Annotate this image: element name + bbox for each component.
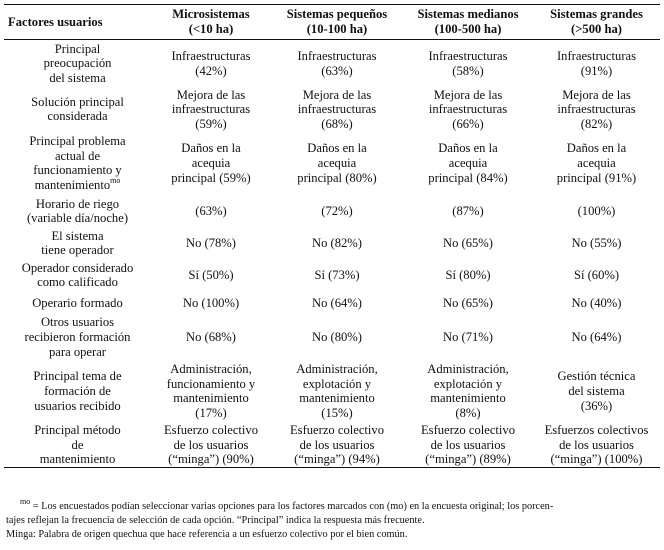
cell-line: mantenimiento: [39, 452, 116, 467]
cell-line: de: [71, 437, 84, 452]
cell-line: (72%): [321, 203, 353, 218]
large-cell: [533, 227, 660, 259]
micro-cell: [151, 291, 271, 315]
medium-cell: [403, 291, 533, 315]
cell-line: (42%): [195, 63, 227, 78]
micro-cell: [151, 131, 271, 195]
cell-line: (59%): [195, 116, 227, 131]
large-cell: [533, 131, 660, 195]
cell-line: Principal método: [34, 423, 121, 438]
cell-line: Operador considerado: [21, 260, 134, 275]
row-factor-cell: [4, 195, 151, 227]
micro-cell: [151, 40, 271, 88]
cell-line: (66%): [452, 116, 484, 131]
micro-cell: [151, 259, 271, 291]
table-row: [4, 259, 660, 291]
cell-line: Administración,: [296, 362, 378, 377]
medium-cell: [403, 315, 533, 359]
large-cell: [533, 315, 660, 359]
row-factor-cell: [4, 88, 151, 132]
cell-line: mantenimiento: [173, 391, 249, 406]
cell-line: (58%): [452, 63, 484, 78]
header-small: [271, 5, 403, 40]
cell-line: No (40%): [571, 295, 622, 310]
cell-line: Infraestructuras: [428, 49, 508, 64]
table-row: [4, 195, 660, 227]
large-cell: [533, 291, 660, 315]
header-large-line: Sistemas grandes: [550, 7, 643, 22]
cell-line: No (71%): [442, 329, 493, 344]
cell-line: (100%): [577, 203, 616, 218]
cell-line: Horario de riego: [35, 196, 120, 211]
cell-line: acequia: [448, 155, 488, 170]
cell-line: (17%): [195, 405, 227, 420]
medium-cell: [403, 227, 533, 259]
row-factor-cell: [4, 259, 151, 291]
cell-line: recibieron formación: [24, 329, 131, 344]
cell-line: infraestructuras: [557, 102, 636, 117]
note-text-1: = Los encuestados podían seleccionar varias opciones para los factores marcados con (mo) en la encuesta original; los porcen-: [30, 501, 554, 512]
header-row: [4, 5, 660, 40]
cell-line: (63%): [321, 63, 353, 78]
cell-line: (87%): [452, 203, 484, 218]
cell-line: infraestructuras: [171, 102, 251, 117]
large-cell: [533, 195, 660, 227]
header-large-line: (>500 ha): [571, 22, 622, 36]
large-cell: [533, 359, 660, 423]
cell-line: de los usuarios: [559, 437, 634, 452]
cell-text: mantenimiento: [34, 177, 111, 192]
cell-line: principal (91%): [556, 170, 637, 185]
cell-line: Solución principal: [31, 94, 124, 109]
table-row: [4, 40, 660, 88]
cell-line: (36%): [580, 398, 613, 413]
cell-line: Esfuerzos colectivos: [544, 423, 649, 438]
cell-line: No (68%): [185, 329, 236, 344]
small-cell: [271, 315, 403, 359]
cell-line: preocupación: [43, 56, 112, 71]
note-line-1: [6, 496, 658, 514]
small-cell: [271, 40, 403, 88]
small-cell: [271, 423, 403, 467]
cell-line: funcionamiento y: [166, 376, 256, 391]
cell-line: No (100%): [182, 295, 240, 310]
irrigation-user-factors-table: [4, 4, 660, 468]
cell-line: No (55%): [571, 235, 622, 250]
cell-line: Esfuerzo colectivo: [289, 423, 385, 438]
header-micro-line: Microsistemas: [172, 7, 250, 22]
table-row: [4, 359, 660, 423]
cell-line: actual de: [54, 148, 101, 163]
small-cell: [271, 195, 403, 227]
micro-cell: [151, 315, 271, 359]
cell-line: Sí (50%): [188, 267, 234, 282]
table-notes: [6, 496, 658, 542]
table-row: [4, 423, 660, 467]
cell-line: Mejora de las: [433, 87, 503, 102]
large-cell: [533, 423, 660, 467]
large-cell: [533, 40, 660, 88]
cell-line: para operar: [49, 344, 106, 359]
header-micro: [151, 5, 271, 40]
cell-line: [6, 175, 149, 193]
cell-line: (63%): [195, 203, 227, 218]
cell-line: Daños en la: [438, 141, 498, 156]
cell-line: Administración,: [170, 362, 252, 377]
note-line-3: Minga: Palabra de origen quechua que hace referencia a un esfuerzo colectivo por el bien común.: [6, 529, 408, 540]
cell-line: Sí (60%): [573, 267, 620, 282]
cell-line: Sí (80%): [445, 267, 491, 282]
table-row: [4, 315, 660, 359]
cell-line: principal (59%): [171, 170, 251, 185]
micro-cell: [151, 195, 271, 227]
cell-line: (“minga”) (89%): [425, 452, 511, 467]
cell-line: Mejora de las: [176, 87, 246, 102]
medium-cell: [403, 195, 533, 227]
row-factor-cell: [4, 40, 151, 88]
cell-line: No (64%): [311, 295, 362, 310]
row-factor-cell: [4, 227, 151, 259]
small-cell: [271, 88, 403, 132]
cell-line: No (65%): [442, 295, 493, 310]
cell-line: Principal problema: [29, 134, 126, 149]
cell-line: No (65%): [442, 235, 493, 250]
medium-cell: [403, 88, 533, 132]
cell-line: explotación y: [302, 376, 372, 391]
header-micro-line: (<10 ha): [188, 22, 234, 36]
note-mark: mo: [20, 496, 31, 506]
large-cell: [533, 259, 660, 291]
cell-line: del sistema: [49, 71, 106, 86]
cell-line: No (64%): [571, 329, 622, 344]
header-medium-line: Sistemas medianos: [417, 7, 519, 22]
cell-line: Esfuerzo colectivo: [163, 423, 259, 438]
cell-line: acequia: [317, 155, 357, 170]
cell-line: Gestión técnica: [557, 369, 636, 384]
cell-line: Daños en la: [307, 141, 367, 156]
cell-line: tiene operador: [41, 243, 114, 258]
cell-line: No (78%): [185, 235, 236, 250]
row-factor-cell: [4, 131, 151, 195]
small-cell: [271, 227, 403, 259]
cell-line: usuarios recibido: [34, 398, 121, 413]
header-small-line: Sistemas pequeños: [286, 7, 388, 22]
cell-line: Daños en la: [566, 141, 627, 156]
cell-line: acequia: [191, 155, 231, 170]
cell-line: como calificado: [37, 275, 118, 290]
cell-line: Mejora de las: [302, 87, 372, 102]
table-body: [4, 40, 660, 468]
micro-cell: [151, 359, 271, 423]
small-cell: [271, 131, 403, 195]
cell-line: infraestructuras: [428, 102, 508, 117]
cell-line: Infraestructuras: [171, 49, 251, 64]
cell-line: acequia: [577, 155, 616, 170]
cell-line: Esfuerzo colectivo: [420, 423, 516, 438]
cell-line: Administración,: [427, 362, 509, 377]
large-cell: [533, 88, 660, 132]
cell-line: (8%): [455, 405, 481, 420]
header-factor: Factores usuarios: [4, 5, 151, 40]
cell-line: mantenimiento: [299, 391, 375, 406]
row-factor-cell: [4, 315, 151, 359]
micro-cell: [151, 88, 271, 132]
cell-line: No (82%): [311, 235, 362, 250]
medium-cell: [403, 423, 533, 467]
cell-line: de los usuarios: [299, 437, 375, 452]
small-cell: [271, 259, 403, 291]
cell-line: Mejora de las: [562, 87, 631, 102]
cell-line: (82%): [580, 116, 613, 131]
medium-cell: [403, 259, 533, 291]
cell-line: El sistema: [51, 228, 104, 243]
small-cell: [271, 359, 403, 423]
row-factor-cell: [4, 359, 151, 423]
cell-line: considerada: [47, 109, 108, 124]
header-large: [533, 5, 660, 40]
table-row: [4, 131, 660, 195]
cell-line: (15%): [321, 405, 353, 420]
cell-line: infraestructuras: [297, 102, 377, 117]
micro-cell: [151, 227, 271, 259]
table-row: [4, 227, 660, 259]
table-row: [4, 88, 660, 132]
cell-line: (“minga”) (90%): [168, 452, 254, 467]
cell-line: de los usuarios: [430, 437, 506, 452]
cell-line: Otros usuarios: [40, 315, 115, 330]
row-factor-cell: [4, 291, 151, 315]
cell-line: Principal tema de: [33, 369, 122, 384]
cell-line: principal (84%): [428, 170, 508, 185]
cell-line: principal (80%): [297, 170, 377, 185]
header-medium: [403, 5, 533, 40]
cell-line: de los usuarios: [173, 437, 249, 452]
medium-cell: [403, 40, 533, 88]
cell-line: funcionamiento y: [33, 163, 122, 178]
cell-line: formación de: [44, 383, 111, 398]
header-small-line: (10-100 ha): [306, 22, 368, 36]
micro-cell: [151, 423, 271, 467]
medium-cell: [403, 131, 533, 195]
table-row: [4, 291, 660, 315]
cell-line: del sistema: [568, 383, 625, 398]
cell-line: Operario formado: [32, 295, 123, 310]
cell-line: (“minga”) (100%): [550, 452, 643, 467]
cell-line: (“minga”) (94%): [294, 452, 380, 467]
cell-line: Infraestructuras: [297, 49, 377, 64]
row-factor-cell: [4, 423, 151, 467]
cell-line: explotación y: [433, 376, 503, 391]
multi-option-mark: mo: [110, 175, 121, 185]
cell-line: mantenimiento: [430, 391, 506, 406]
cell-line: Sí (73%): [314, 267, 360, 282]
header-medium-line: (100-500 ha): [434, 22, 502, 36]
note-line-2: tajes reflejan la frecuencia de selección de cada opción. “Principal” indica la respuesta más frecuente.: [6, 515, 425, 526]
cell-line: No (80%): [311, 329, 362, 344]
cell-line: Infraestructuras: [556, 49, 637, 64]
small-cell: [271, 291, 403, 315]
cell-line: (variable día/noche): [26, 211, 129, 226]
cell-line: (91%): [580, 63, 613, 78]
cell-line: Principal: [54, 41, 101, 56]
cell-line: (68%): [321, 116, 353, 131]
cell-line: Daños en la: [181, 141, 241, 156]
medium-cell: [403, 359, 533, 423]
